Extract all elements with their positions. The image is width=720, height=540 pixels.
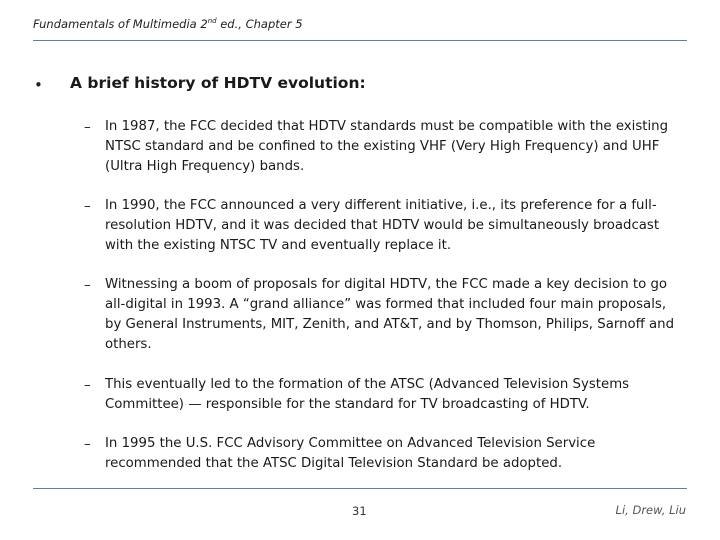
dash-bullet: –: [84, 119, 91, 135]
header-title-superscript: nd: [207, 17, 217, 26]
dash-bullet: –: [84, 198, 91, 214]
list-item-text: Witnessing a boom of proposals for digital HDTV, the FCC made a key decision to go all-digital in 1993. A “grand alliance” was formed that included four main proposals, by General Instruments, MIT, Zenith, and AT&T, and by Thomson, Philips, Sarnoff and others.: [105, 277, 675, 352]
header-divider: [33, 40, 687, 41]
footer-divider: [33, 488, 687, 489]
slide-heading: A brief history of HDTV evolution:: [70, 74, 366, 92]
dash-bullet: –: [84, 377, 91, 393]
list-item-text: In 1995 the U.S. FCC Advisory Committee on Advanced Television Service recommended that the ATSC Digital Television Standard be adopted.: [105, 436, 596, 471]
footer-authors: Li, Drew, Liu: [615, 503, 686, 517]
main-bullet: •: [34, 76, 43, 94]
list-item-text: This eventually led to the formation of the ATSC (Advanced Television Systems Committee) — responsible for the standard for TV broadcasting of HDTV.: [105, 377, 630, 412]
dash-bullet: –: [84, 436, 91, 452]
page-number: 31: [352, 504, 367, 518]
header-title: [33, 17, 303, 31]
header-title-prefix: Fundamentals of Multimedia 2: [33, 17, 208, 31]
dash-bullet: –: [84, 277, 91, 293]
list-item-text: In 1990, the FCC announced a very different initiative, i.e., its preference for a full-resolution HDTV, and it was decided that HDTV would be simultaneously broadcast with the existing NTSC TV and eventually replace it.: [105, 198, 660, 253]
header-title-suffix: ed., Chapter 5: [216, 17, 303, 31]
list-item-text: In 1987, the FCC decided that HDTV standards must be compatible with the existing NTSC standard and be confined to the existing VHF (Very High Frequency) and UHF (Ultra High Frequency) bands.: [105, 119, 669, 174]
